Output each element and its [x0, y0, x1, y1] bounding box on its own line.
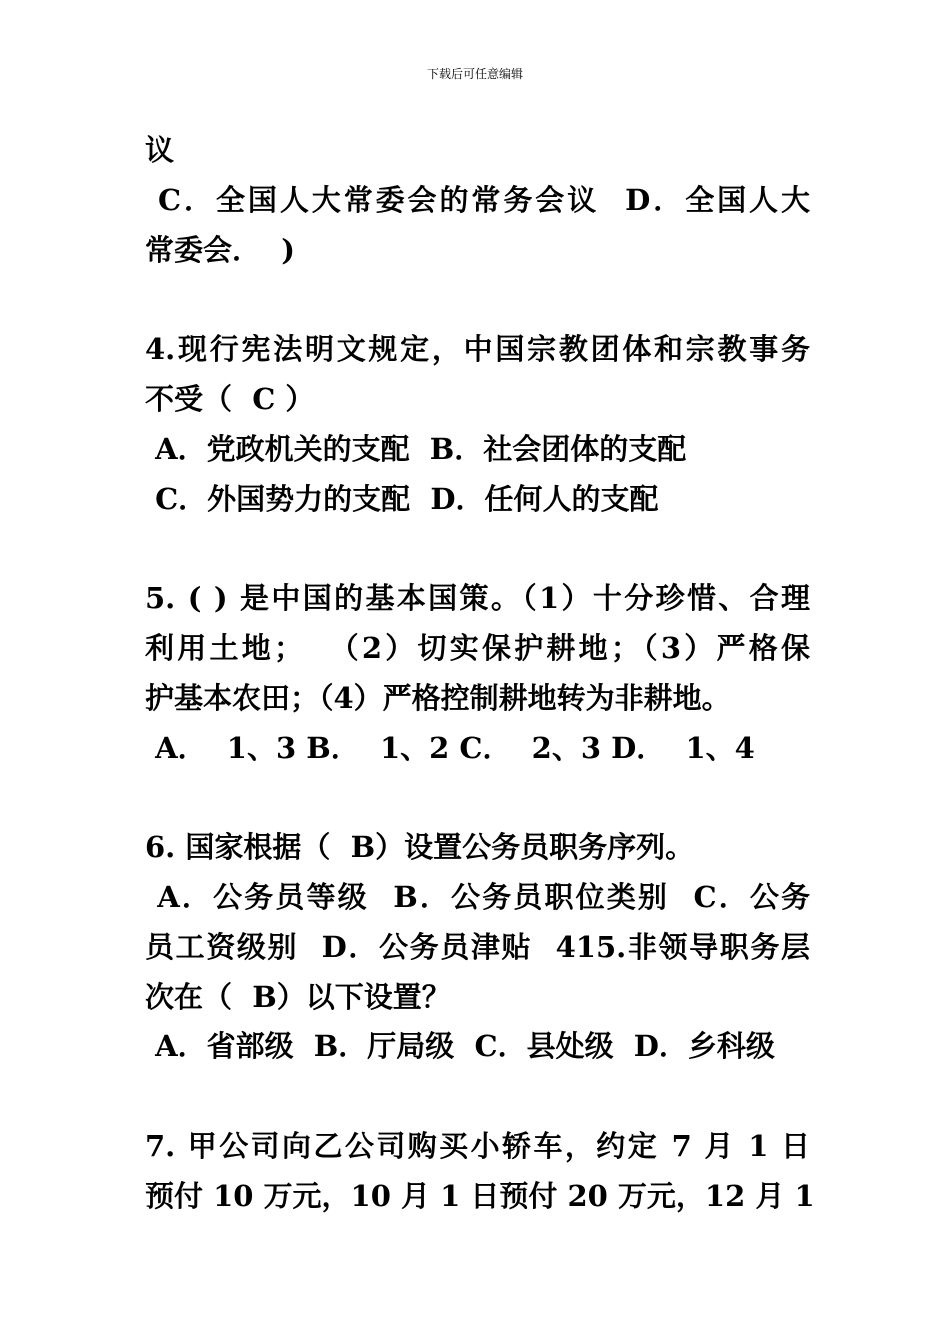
q4-line-2: 不受（ C ） [145, 381, 315, 416]
q4-line-3: A．党政机关的支配 B．社会团体的支配 [145, 431, 687, 466]
document-body [145, 126, 815, 1222]
page-header: 下载后可任意编辑 [426, 67, 523, 81]
q5-line-3: 护基本农田；（4）严格控制耕地转为非耕地。 [145, 680, 731, 715]
q4-line-4: C．外国势力的支配 D．任何人的支配 [145, 481, 659, 516]
q5-line-1: 5. ( ) 是中国的基本国策。（1）十分珍惜、合理 [145, 581, 810, 616]
q6-line-5: A．省部级 B．厅局级 C．县处级 D．乡科级 [145, 1029, 775, 1064]
paragraph-gap [145, 773, 810, 823]
q5-line-4: A． 1、3 B． 1、2 C． 2、3 D． 1、4 [145, 730, 755, 765]
q6-line-3: 员工资级别 D．公务员津贴 415.非领导职务层 [145, 929, 810, 964]
q4-line-1: 4.现行宪法明文规定，中国宗教团体和宗教事务 [145, 332, 810, 367]
q5-line-2: 利用土地； （2）切实保护耕地；（3）严格保 [145, 630, 810, 665]
q7-line-2: 预付 10 万元，10 月 1 日预付 20 万元，12 月 1 [145, 1178, 815, 1213]
q6-line-2: A．公务员等级 B．公务员职位类别 C．公务 [145, 879, 810, 914]
q3-line-3: 常委会． ) [145, 232, 295, 267]
paragraph-gap [145, 524, 810, 574]
paragraph-gap [145, 275, 810, 325]
q7-line-1: 7. 甲公司向乙公司购买小轿车，约定 7 月 1 日 [145, 1128, 810, 1163]
q6-line-4: 次在（ B）以下设置？ [145, 979, 451, 1014]
paragraph-gap [145, 1072, 810, 1122]
q6-line-1: 6. 国家根据（ B）设置公务员职务序列。 [145, 830, 695, 865]
q3-line-2: C．全国人大常委会的常务会议 D．全国人大 [145, 182, 810, 217]
q3-line-1: 议 [145, 133, 175, 167]
